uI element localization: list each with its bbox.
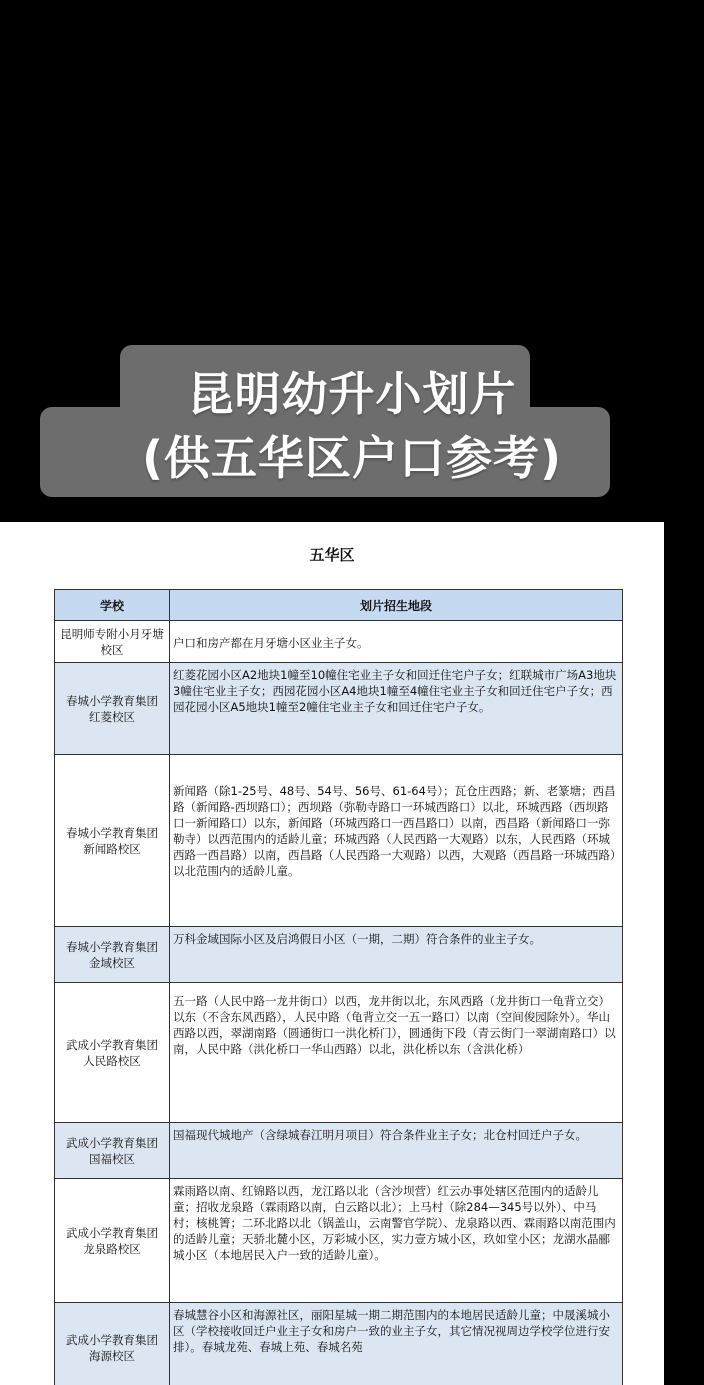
title-line-1: 昆明幼升小划片 [187, 367, 517, 421]
header-school: 学校 [55, 590, 170, 621]
table-row [55, 1123, 623, 1179]
school-name: 武成小学教育集团 海源校区 [55, 1303, 170, 1385]
title-line-2: (供五华区户口参考) [141, 431, 563, 485]
school-name: 春城小学教育集团 金域校区 [55, 927, 170, 983]
school-name: 春城小学教育集团 新闻路校区 [55, 755, 170, 927]
school-name: 昆明师专附小月牙塘校区 [55, 621, 170, 663]
table-row [55, 621, 623, 663]
school-name: 武成小学教育集团 龙泉路校区 [55, 1179, 170, 1303]
table-row [55, 927, 623, 983]
document-sheet [0, 522, 664, 1385]
school-name: 武成小学教育集团 人民路校区 [55, 983, 170, 1123]
table-row [55, 1179, 623, 1303]
enrollment-table [54, 589, 623, 1385]
school-name: 武成小学教育集团 国福校区 [55, 1123, 170, 1179]
enrollment-area: 万科金域国际小区及启鸿假日小区（一期，二期）符合条件的业主子女。 [170, 927, 623, 983]
table-row [55, 1303, 623, 1385]
enrollment-area: 五一路（人民中路一龙井街口）以西，龙井街以北，东风西路（龙井街口一龟背立交）以东（不含东风西路），人民中路（龟背立交一五一路口）以南（空间俊园除外）。华山西路以西，翠湖南路（圆通街口一洪化桥门），圆通街下段（青云街门一翠湖南路口）以南，人民中路（洪化桥口一华山西路）以北，洪化桥以东（含洪化桥） [170, 983, 623, 1123]
title-banner [0, 0, 704, 520]
table-row [55, 663, 623, 755]
enrollment-area: 户口和房产都在月牙塘小区业主子女。 [170, 621, 623, 663]
school-name: 春城小学教育集团 红菱校区 [55, 663, 170, 755]
table-row [55, 755, 623, 927]
table-row [55, 983, 623, 1123]
table-header-row [55, 590, 623, 621]
enrollment-area: 霖雨路以南、红锦路以西，龙江路以北（含沙坝营）红云办事处辖区范围内的适龄儿童；招收龙泉路（霖雨路以南，白云路以北）；上马村（除284—345号以外）、中马村；核桃箐；二环北路以北（锅盖山，云南警官学院）、龙泉路以西、霖雨路以南范围内的适龄儿童；天骄北麓小区，万彩城小区，实力壹方城小区，玖如堂小区；龙湖水晶郦城小区（本地居民入户一致的适龄儿童）。 [170, 1179, 623, 1303]
header-area: 划片招生地段 [170, 590, 623, 621]
district-heading: 五华区 [309, 546, 355, 564]
enrollment-area: 红菱花园小区A2地块1幢至10幢住宅业主子女和回迁住宅户子女；红联城市广场A3地块3幢住宅业主子女；西园花园小区A4地块1幢至4幢住宅业主子女和回迁住宅户子女；西园花园小区A5地块1幢至2幢住宅业主子女和回迁住宅户子女。 [170, 663, 623, 755]
enrollment-area: 新闻路（除1-25号、48号、54号、56号、61-64号）；瓦仓庄西路；新、老篆塘；西昌路（新闻路-西坝路口）；西坝路（弥勒寺路口一环城西路口）以北，环城西路（西坝路口一新闻路口）以东，新闻路（环城西路口一西昌路口）以南，西昌路（新闻路口一弥勒寺）以西范围内的适龄儿童；环城西路（人民西路一大观路）以东，人民西路（环城西路一西昌路）以南，西昌路（人民西路一大观路）以西，大观路（西昌路一环城西路）以北范围内的适龄儿童。 [170, 755, 623, 927]
enrollment-area: 国福现代城地产（含绿城春江明月项目）符合条件业主子女；北仓村回迁户子女。 [170, 1123, 623, 1179]
enrollment-area: 春城慧谷小区和海源社区，丽阳星城一期二期范围内的本地居民适龄儿童；中晟溪城小区（学校接收回迁户业主子女和房户一致的业主子女，其它情况视周边学校学位进行安排）。春城龙苑、春城上苑、春城名苑 [170, 1303, 623, 1385]
